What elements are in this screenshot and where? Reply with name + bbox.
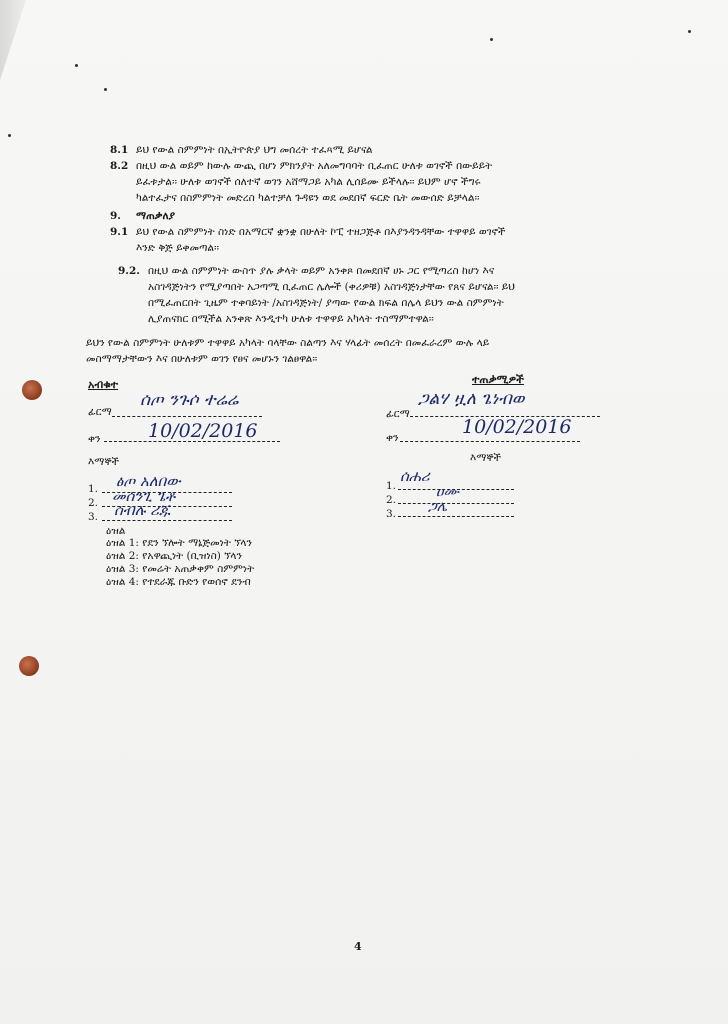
punch-hole-bottom [19, 656, 39, 676]
page-number: 4 [354, 940, 362, 953]
closing-text: ይህን የውል ስምምነት ሁለቱም ተዋዋይ አካላት ባላቸው ስልጣን እና ሃላፊት መሰረት በመፈራረም ውሉ ላይ [86, 337, 490, 349]
clause-text: አስገዳጅነትን የሚያጣበት አጋጣሚ ቢፈጠር ሌሎች (ቀሪዎቹ) አስገዳጅነታቸው የጸና ይሆናል፡፡ ይህ [148, 281, 515, 293]
left-witness-number: 2. [88, 497, 99, 509]
clause-text: እንድ ቅጅ ይቀመጣል፡፡ [136, 242, 219, 254]
clause-text: ይህ የውል ስምምነት ስነድ በአማርኛ ቋንቋ በሁለት ኮፒ ተዘጋጅቶ በእያንዳንዳቸው ተዋዋይ ወገኖች [136, 226, 506, 238]
clause-text: በዚህ ውል ስምምነት ውስጥ ያሉ ቃላት ወይም አንቀጾ በመደበኛ ሀኑ ጋር የሚጣረስ ከሆነ እና [148, 265, 495, 277]
attachment-item: ዕዝል 4: የተደራጁ ቡድን የወሰኖ ደንብ [106, 576, 251, 588]
left-signature: ሰጦ ንጉሶ ተሬሬ [140, 390, 239, 410]
right-witness-number: 2. [386, 494, 397, 506]
right-witnesses-title: እማኞች [470, 452, 502, 464]
clause-number: 8.2 [110, 160, 129, 172]
right-signature-label: ፊርማ [386, 408, 410, 420]
right-date: 10/02/2016 [462, 416, 572, 438]
clause-heading: ማጠቃለያ [136, 210, 176, 222]
clause-text: ይፈቱታል፡፡ ሁለቱ ወገኖች ሰለተኛ ወገን አሸማጋይ አካል ሊሰይሙ ይችላሉ፡፡ ይህም ሆኖ ችግሩ [136, 176, 481, 188]
clause-number: 8.1 [110, 144, 129, 156]
punch-hole-top [22, 380, 42, 400]
right-witness-signature: ዐሙ [436, 484, 460, 500]
clause-text: ይህ የውል ስምምነት በኢትዮጵያ ህግ መሰረት ተፈጻሚ ይሆናል [136, 144, 373, 156]
attachment-item: ዕዝል 1: የደን ኘሎት ማኔጅመነት ኘላን [106, 537, 253, 549]
left-witness-number: 1. [88, 483, 99, 495]
left-date-label: ቀን [88, 433, 101, 445]
right-witness-number: 1. [386, 480, 397, 492]
clause-number: 9. [110, 210, 121, 222]
clause-number: 9.2. [118, 265, 140, 277]
clause-text: በሚፈጠርበት ጊዜም ተቀባይነት /አስገዳጅነት/ ያጣው የውል ክፍል በሌላ ይህን ውል ስምምነት [148, 297, 504, 309]
clause-number: 9.1 [110, 226, 129, 238]
right-party-title: ተጠቃሚዎች [472, 373, 524, 386]
scan-speck [490, 38, 493, 41]
attachment-item: ዕዝል 3: የመሬት አጠቃቀም ስምምነት [106, 563, 255, 575]
left-witnesses-title: እማኞች [88, 456, 120, 468]
right-date-label: ቀን [386, 432, 399, 444]
scan-speck [688, 30, 691, 33]
right-witness-line [398, 516, 514, 517]
scan-speck [104, 88, 107, 91]
left-witness-number: 3. [88, 511, 99, 523]
scan-speck [75, 64, 78, 67]
closing-text: መስማማታቸውን እና በሁለቱም ወገን የፀና መሆኑን ገልፀዋል፡፡ [86, 353, 318, 365]
left-witness-signature: ፅጦ አለበው [116, 472, 181, 490]
clause-text: ሊያጠናክር በሚችል አንቀጽ እንዲተካ ሁለቱ ተዋዋይ አካላት ተስማምተዋል፡፡ [148, 313, 434, 325]
right-witness-number: 3. [386, 508, 397, 520]
clause-text: በዚህ ውል ወይም ከውሉ ውጪ በሆነ ምክንያት አለመግባባት ቢፈጠር ሁለቱ ወገኖች በውይይት [136, 160, 493, 172]
left-witness-line [102, 520, 232, 521]
attachments-title: ዕዝል [106, 525, 126, 537]
attachment-item: ዕዝል 2: የአዋጪነት (ቢዝነስ) ኘላን [106, 550, 242, 562]
right-date-line [400, 441, 580, 442]
left-signature-line [112, 416, 262, 417]
right-witness-signature: ጋሌ [428, 499, 448, 515]
right-witness-signature: ሰሐሪ [400, 467, 430, 485]
scan-speck [8, 134, 11, 137]
left-witness-signature: ሰብሉ ሪጁ [114, 501, 171, 519]
left-signature-label: ፊርማ [88, 406, 112, 418]
right-witness-line [398, 503, 514, 504]
left-witness-signature: መሰንጊ ጌቶ [112, 487, 176, 505]
left-party-title: አብቁተ [88, 378, 119, 391]
clause-text: ካልተፈታና በስምምነት መድረስ ካልተቻለ ጉዳዩን ወደ መደበኛ ፍርድ ቤት መውሰድ ይቻላል፡፡ [136, 192, 480, 204]
left-date: 10/02/2016 [148, 420, 258, 442]
right-signature: ጋልሃ ዟለ ጌነብወ [418, 389, 525, 409]
folded-corner [0, 0, 26, 80]
